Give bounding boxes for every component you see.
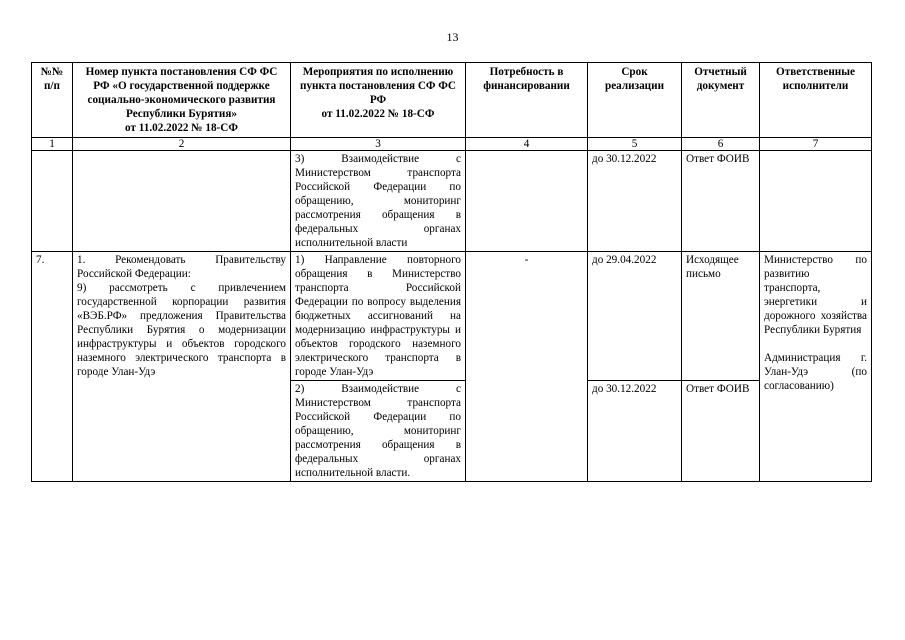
header-row bbox=[32, 63, 872, 138]
header-number: №№ п/п bbox=[32, 63, 73, 138]
cell-executors bbox=[760, 252, 872, 482]
cell-empty bbox=[73, 151, 291, 252]
header-executors: Ответственные исполнители bbox=[760, 63, 872, 138]
cell-measure: 1) Направление повторного обращения в Министерство транспорта Российской Федерации по вопросу выделения бюджетных ассигнований на модернизацию инфраструктуры и объектов городского наземного электрического транспорта в городе Улан-Удэ bbox=[291, 252, 466, 381]
column-number: 7 bbox=[760, 138, 872, 151]
executor-administration: Администрация г. Улан-Удэ (по согласованию) bbox=[764, 352, 867, 392]
cell-document: Ответ ФОИВ bbox=[682, 381, 760, 482]
cell-empty bbox=[760, 151, 872, 252]
header-measures: Мероприятия по исполнению пункта постановления СФ ФС РФ от 11.02.2022 № 18-СФ bbox=[291, 63, 466, 138]
page-number: 13 bbox=[446, 30, 459, 44]
column-number: 5 bbox=[588, 138, 682, 151]
cell-deadline: до 30.12.2022 bbox=[588, 381, 682, 482]
cell-document: Исходящее письмо bbox=[682, 252, 760, 381]
cell-measure: 3) Взаимодействие с Министерством транспорта Российской Федерации по обращению, мониторинг рассмотрения обращения в федеральных органах исполнительной власти bbox=[291, 151, 466, 252]
cell-empty bbox=[32, 151, 73, 252]
header-deadline: Срок реализации bbox=[588, 63, 682, 138]
column-number: 1 bbox=[32, 138, 73, 151]
cell-deadline: до 29.04.2022 bbox=[588, 252, 682, 381]
measures-table bbox=[31, 62, 872, 482]
executor-ministry: Министерство по развитию транспорта, энергетики и дорожного хозяйства Республики Бурятия bbox=[764, 254, 867, 336]
table-row-continued bbox=[32, 151, 872, 252]
column-number: 6 bbox=[682, 138, 760, 151]
cell-empty bbox=[466, 151, 588, 252]
header-document: Отчетный документ bbox=[682, 63, 760, 138]
cell-measure: 2) Взаимодействие с Министерством транспорта Российской Федерации по обращению, мониторинг рассмотрения обращения в федеральных органах исполнительной власти. bbox=[291, 381, 466, 482]
cell-clause: 1. Рекомендовать Правительству Российской Федерации: 9) рассмотреть с привлечением государственной корпорации развития «ВЭБ.РФ» предложения Правительства Республики Бурятия о модернизации инфраструктуры и объектов городского наземного электрического транспорта в городе Улан-Удэ bbox=[73, 252, 291, 482]
cell-row-number: 7. bbox=[32, 252, 73, 482]
header-financing: Потребность в финансировании bbox=[466, 63, 588, 138]
column-number: 3 bbox=[291, 138, 466, 151]
column-number: 2 bbox=[73, 138, 291, 151]
cell-deadline: до 30.12.2022 bbox=[588, 151, 682, 252]
column-number: 4 bbox=[466, 138, 588, 151]
cell-document: Ответ ФОИВ bbox=[682, 151, 760, 252]
table-row-7 bbox=[32, 252, 872, 381]
column-number-row bbox=[32, 138, 872, 151]
cell-financing: - bbox=[466, 252, 588, 482]
header-clause: Номер пункта постановления СФ ФС РФ «О государственной поддержке социально-экономического развития Республики Бурятия» от 11.02.2022 № 18-СФ bbox=[73, 63, 291, 138]
